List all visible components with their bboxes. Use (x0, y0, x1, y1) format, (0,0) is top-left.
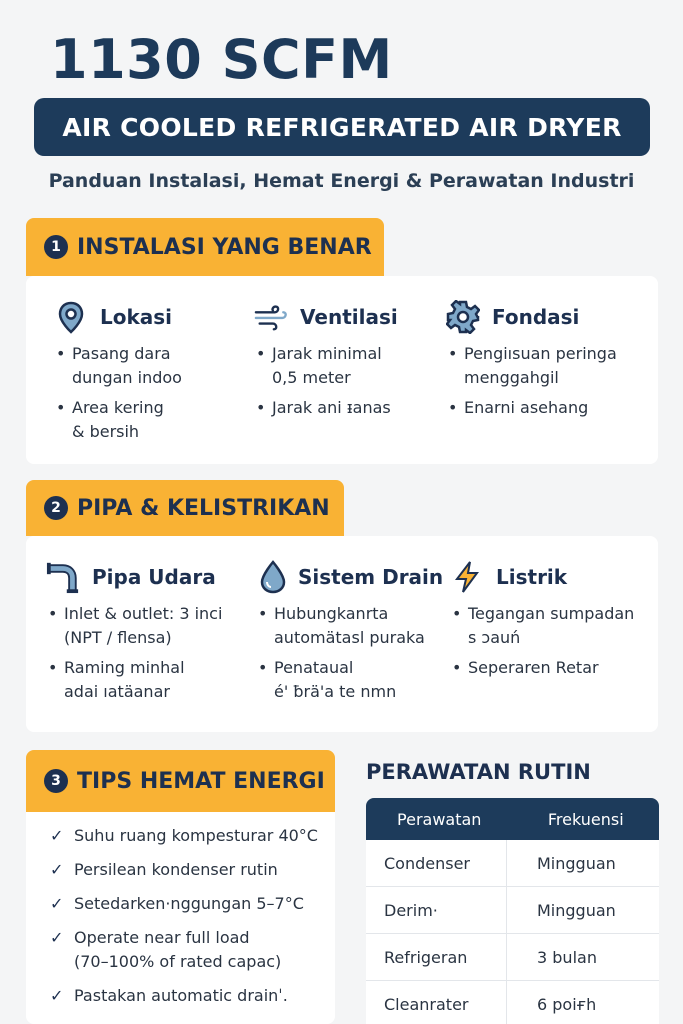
column-header: Frekuensi (547, 809, 624, 829)
table-cell: Derim· (366, 887, 507, 933)
column-heading: Ventilasi (300, 305, 398, 329)
column-heading: Listrik (496, 565, 568, 589)
column-heading: Sistem Drain (298, 565, 444, 589)
bullet-item: • Tegangan sumpadan s ɔauń (450, 602, 655, 650)
column-pipa-udara (46, 560, 251, 704)
section-title: TIPS HEMAT ENERGI (77, 768, 325, 794)
gear-icon (446, 300, 480, 334)
bullet-item: • Area kering & bersih (54, 396, 244, 444)
bullet-item: • Pengiısuan peringa menggahgil (446, 342, 651, 390)
section-2-header (26, 480, 344, 536)
maintenance-title: PERAWATAN RUTIN (366, 760, 591, 784)
banner-text: AIR COOLED REFRIGERATED AIR DRYER (62, 112, 622, 142)
table-cell: 3 bulan (537, 947, 597, 967)
checkmark-icon: ✓ (50, 894, 64, 913)
tip-text: Persilean kondenser rutin (74, 860, 278, 879)
bullet-item: • Seperaren Retar (450, 656, 655, 680)
section-number-badge: 3 (44, 769, 68, 793)
checkmark-icon: ✓ (50, 860, 64, 879)
table-cell: Condenser (366, 840, 507, 886)
checkmark-icon: ✓ (50, 826, 64, 845)
section-number-badge: 1 (44, 235, 68, 259)
table-cell: Mingguan (537, 853, 616, 873)
column-lokasi (54, 300, 244, 444)
table-header (366, 798, 659, 840)
column-heading: Fondasi (492, 305, 580, 329)
table-row (366, 981, 659, 1024)
page-title: 1130 SCFM (50, 28, 393, 91)
bullet-item: • Jarak ani ᵻanas (254, 396, 444, 420)
tip-text: Setedarken·nggungan 5–7°C (74, 894, 304, 913)
tip-text: Suhu ruang kompesturar 40°C (74, 826, 318, 845)
table-cell: Refrigeran (366, 934, 507, 980)
bullet-item: • Pasang dara dungan indoo (54, 342, 244, 390)
section-2-card (26, 536, 658, 732)
bullet-item: • Inlet & outlet: 3 inci (NPT / flensa) (46, 602, 251, 650)
subtitle: Panduan Instalasi, Hemat Energi & Perawatan Industri (48, 170, 635, 192)
column-fondasi (446, 300, 651, 420)
column-heading: Lokasi (100, 305, 173, 329)
column-ventilasi (254, 300, 444, 420)
checkmark-icon: ✓ (50, 986, 64, 1005)
section-3-header (26, 750, 335, 812)
table-cell: Mingguan (537, 900, 616, 920)
table-row (366, 887, 659, 934)
column-heading: Pipa Udara (92, 565, 216, 589)
bullet-item: • Hubungkanrta automätasl puraka (256, 602, 456, 650)
column-sistem-drain (256, 560, 456, 704)
table-cell: Cleanrater (366, 981, 507, 1024)
column-header: Perawatan (397, 809, 482, 829)
section-number-badge: 2 (44, 496, 68, 520)
tip-item (50, 824, 318, 848)
lightning-icon (450, 560, 484, 594)
table-cell: 6 poiғh (537, 994, 597, 1014)
title-banner (34, 98, 650, 156)
pipe-icon (46, 560, 80, 594)
maintenance-table (366, 798, 659, 1024)
section-title: PIPA & KELISTRIKAN (77, 495, 330, 521)
column-listrik (450, 560, 655, 680)
bullet-item: • Jarak minimal 0,5 meter (254, 342, 444, 390)
checkmark-icon: ✓ (50, 928, 64, 947)
bullet-item: • Raming minhal adai ıatäanar (46, 656, 251, 704)
section-title: INSTALASI YANG BENAR (77, 234, 372, 260)
table-row (366, 840, 659, 887)
section-1-header (26, 218, 384, 276)
bullet-item: • Penataual é' ƀrä'a te nmn (256, 656, 456, 704)
wind-icon (254, 300, 288, 334)
bullet-item: • Enarni asehang (446, 396, 651, 420)
tip-text: Pastakan automatic drainˈ. (74, 986, 288, 1005)
table-row (366, 934, 659, 981)
tip-item (50, 858, 278, 882)
tip-item (50, 892, 304, 916)
section-1-card (26, 276, 658, 464)
water-drop-icon (256, 560, 290, 594)
tip-item (50, 984, 288, 1008)
energy-tips-card (26, 812, 335, 1024)
tip-text: Operate near full load (70–100% of rated capac) (74, 928, 282, 971)
location-pin-icon (54, 300, 88, 334)
tip-item (50, 926, 281, 974)
